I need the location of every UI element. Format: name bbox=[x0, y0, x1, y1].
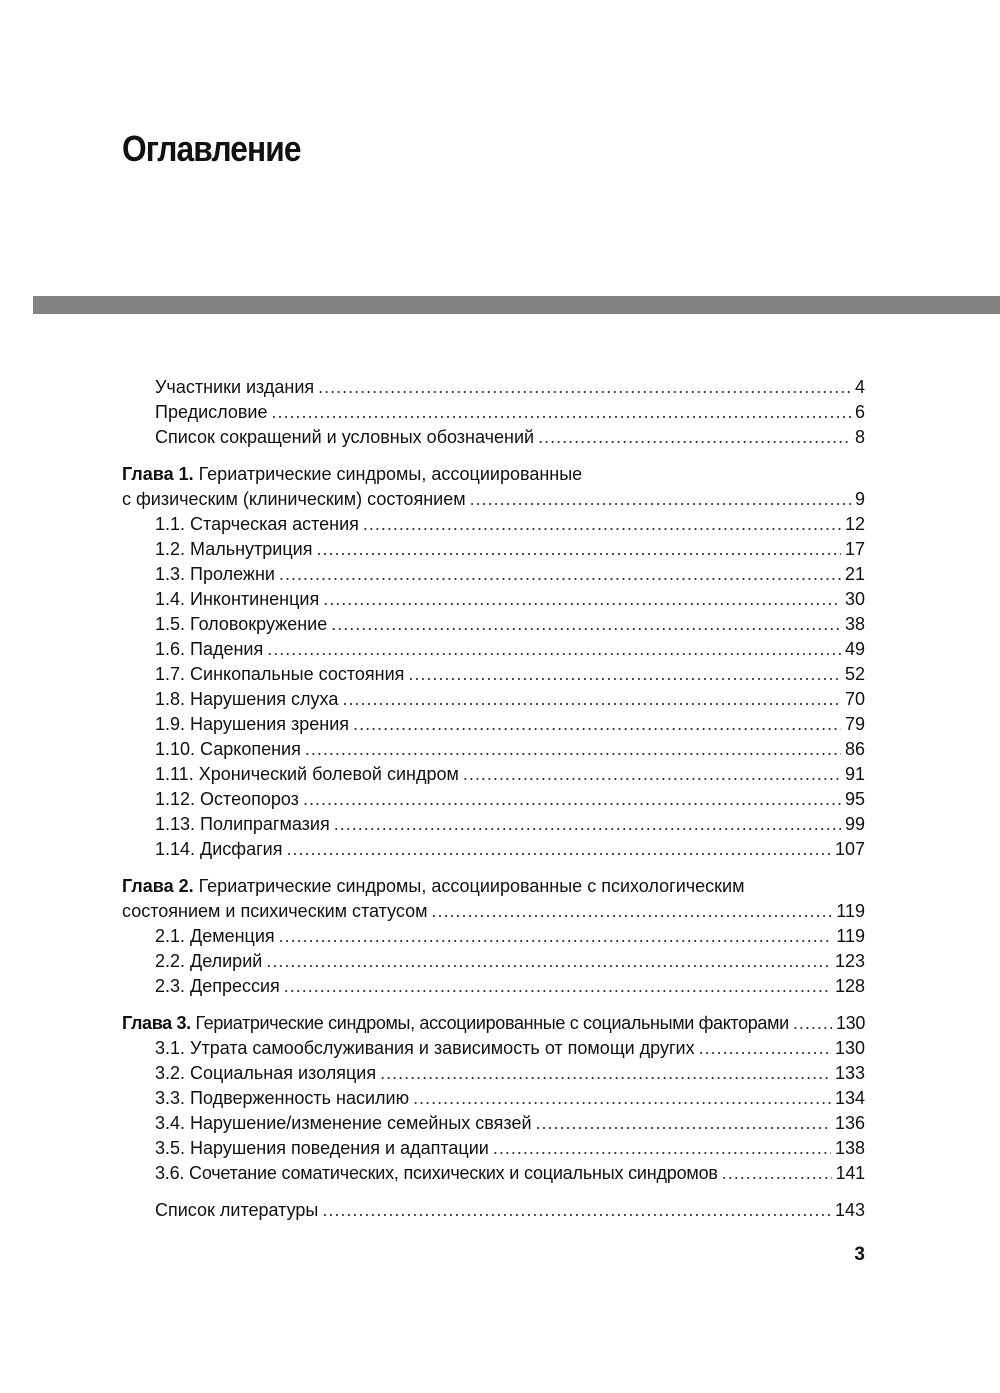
leader-dots bbox=[318, 375, 851, 400]
toc-section-title: 2.1. Деменция bbox=[155, 926, 275, 946]
chapter-title-line1: Гериатрические синдромы, ассоциированные bbox=[198, 464, 583, 484]
toc-section-title: 1.14. Дисфагия bbox=[155, 839, 283, 859]
chapter-1-entry[interactable] bbox=[122, 487, 865, 512]
toc-section-title: 1.9. Нарушения зрения bbox=[155, 714, 350, 734]
toc-entry-abbreviations[interactable] bbox=[122, 425, 865, 450]
toc-section-title: 1.13. Полипрагмазия bbox=[155, 814, 330, 834]
toc-section[interactable] bbox=[122, 612, 865, 637]
toc-section[interactable] bbox=[122, 812, 865, 837]
table-of-contents bbox=[122, 375, 865, 1223]
toc-section-title: 3.4. Нарушение/изменение семейных связей bbox=[155, 1113, 532, 1133]
leader-dots bbox=[353, 712, 841, 737]
toc-section-page: 99 bbox=[844, 814, 865, 834]
leader-dots bbox=[334, 812, 841, 837]
leader-dots bbox=[303, 787, 841, 812]
toc-section[interactable] bbox=[122, 712, 865, 737]
leader-dots bbox=[316, 537, 840, 562]
toc-section-page: 128 bbox=[834, 976, 865, 996]
toc-section-title: 2.3. Депрессия bbox=[155, 976, 280, 996]
leader-dots bbox=[463, 762, 841, 787]
leader-dots bbox=[331, 612, 841, 637]
chapter-title-line1: Гериатрические синдромы, ассоциированные с социальными факторами bbox=[195, 1013, 789, 1033]
toc-section-title: 1.11. Хронический болевой синдром bbox=[155, 764, 459, 784]
toc-section-title: 3.3. Подверженность насилию bbox=[155, 1088, 410, 1108]
toc-section[interactable] bbox=[122, 687, 865, 712]
leader-dots bbox=[284, 974, 831, 999]
leader-dots bbox=[279, 562, 841, 587]
toc-entry-title: Предисловие bbox=[155, 402, 268, 422]
toc-section-page: 17 bbox=[844, 539, 865, 559]
leader-dots bbox=[722, 1161, 832, 1186]
toc-section[interactable] bbox=[122, 1136, 865, 1161]
toc-section-title: 1.6. Падения bbox=[155, 639, 264, 659]
leader-dots bbox=[363, 512, 841, 537]
leader-dots bbox=[470, 487, 851, 512]
toc-entry-preface[interactable] bbox=[122, 400, 865, 425]
toc-section-page: 70 bbox=[844, 689, 865, 709]
toc-section-title: 3.1. Утрата самообслуживания и зависимость от помощи других bbox=[155, 1038, 695, 1058]
toc-section[interactable] bbox=[122, 1061, 865, 1086]
chapter-title bbox=[122, 1011, 789, 1036]
leader-dots bbox=[322, 1198, 831, 1223]
toc-entry-contributors[interactable] bbox=[122, 375, 865, 400]
toc-section[interactable] bbox=[122, 1111, 865, 1136]
toc-section-title: 1.8. Нарушения слуха bbox=[155, 689, 339, 709]
toc-section[interactable] bbox=[122, 562, 865, 587]
toc-entry-page: 119 bbox=[836, 901, 865, 921]
leader-dots bbox=[536, 1111, 831, 1136]
toc-entry-title: Участники издания bbox=[155, 377, 315, 397]
toc-section-title: 1.5. Головокружение bbox=[155, 614, 328, 634]
chapter-label: Глава 1. bbox=[122, 464, 194, 484]
leader-dots bbox=[793, 1011, 832, 1036]
leader-dots bbox=[342, 687, 841, 712]
chapter-label: Глава 2. bbox=[122, 876, 194, 896]
toc-section-page: 52 bbox=[844, 664, 865, 684]
toc-section-page: 133 bbox=[834, 1063, 865, 1083]
toc-section[interactable] bbox=[122, 512, 865, 537]
chapter-3-entry[interactable] bbox=[122, 1011, 865, 1036]
toc-section-title: 1.4. Инконтиненция bbox=[155, 589, 320, 609]
leader-dots bbox=[699, 1036, 831, 1061]
leader-dots bbox=[305, 737, 841, 762]
toc-section-title: 1.3. Пролежни bbox=[155, 564, 275, 584]
toc-entry-page: 130 bbox=[836, 1013, 865, 1033]
toc-section-page: 49 bbox=[844, 639, 865, 659]
toc-section[interactable] bbox=[122, 637, 865, 662]
toc-section[interactable] bbox=[122, 924, 865, 949]
chapter-title-line2: с физическим (клиническим) состоянием bbox=[122, 489, 466, 509]
chapter-label: Глава 3. bbox=[122, 1013, 191, 1033]
toc-section[interactable] bbox=[122, 974, 865, 999]
toc-section[interactable] bbox=[122, 787, 865, 812]
leader-dots bbox=[279, 924, 833, 949]
toc-section[interactable] bbox=[122, 1036, 865, 1061]
leader-dots bbox=[266, 949, 831, 974]
toc-entry-title: Список литературы bbox=[155, 1200, 319, 1220]
leader-dots bbox=[286, 837, 830, 862]
toc-section-title: 3.6. Сочетание соматических, психических и социальных синдромов bbox=[155, 1163, 718, 1183]
chapter-2-heading[interactable] bbox=[122, 874, 865, 899]
toc-section-page: 38 bbox=[844, 614, 865, 634]
toc-section-title: 3.5. Нарушения поведения и адаптации bbox=[155, 1138, 489, 1158]
toc-entry-page: 4 bbox=[854, 377, 865, 397]
leader-dots bbox=[271, 400, 851, 425]
toc-section[interactable] bbox=[122, 1086, 865, 1111]
toc-section-title: 1.1. Старческая астения bbox=[155, 514, 359, 534]
leader-dots bbox=[538, 425, 851, 450]
toc-entry-page: 9 bbox=[854, 489, 865, 509]
chapter-2-entry[interactable] bbox=[122, 899, 865, 924]
leader-dots bbox=[413, 1086, 831, 1111]
toc-section-page: 123 bbox=[834, 951, 865, 971]
toc-section-page: 95 bbox=[844, 789, 865, 809]
leader-dots bbox=[267, 637, 841, 662]
toc-entry-page: 143 bbox=[834, 1200, 865, 1220]
leader-dots bbox=[432, 899, 833, 924]
toc-section-page: 130 bbox=[834, 1038, 865, 1058]
toc-section[interactable] bbox=[122, 762, 865, 787]
toc-entry-references[interactable] bbox=[122, 1198, 865, 1223]
toc-section[interactable] bbox=[122, 837, 865, 862]
toc-section-title: 1.7. Синкопальные состояния bbox=[155, 664, 405, 684]
toc-section-page: 12 bbox=[844, 514, 865, 534]
page-title: Оглавление bbox=[122, 128, 301, 169]
toc-section-page: 91 bbox=[844, 764, 865, 784]
toc-section-title: 1.12. Остеопороз bbox=[155, 789, 299, 809]
toc-section-page: 79 bbox=[844, 714, 865, 734]
toc-entry-page: 6 bbox=[854, 402, 865, 422]
toc-section-page: 141 bbox=[835, 1163, 865, 1183]
leader-dots bbox=[380, 1061, 831, 1086]
toc-entry-page: 8 bbox=[854, 427, 865, 447]
toc-section-page: 86 bbox=[844, 739, 865, 759]
toc-section-page: 134 bbox=[834, 1088, 865, 1108]
toc-section-title: 1.2. Мальнутриция bbox=[155, 539, 313, 559]
chapter-1-heading[interactable] bbox=[122, 462, 865, 487]
chapter-title-line2: состоянием и психическим статусом bbox=[122, 901, 428, 921]
toc-section-title: 3.2. Социальная изоляция bbox=[155, 1063, 377, 1083]
leader-dots bbox=[408, 662, 841, 687]
toc-entry-title: Список сокращений и условных обозначений bbox=[155, 427, 535, 447]
toc-section[interactable] bbox=[122, 1161, 865, 1186]
toc-section[interactable] bbox=[122, 587, 865, 612]
toc-section-page: 21 bbox=[844, 564, 865, 584]
toc-section-page: 107 bbox=[834, 839, 865, 859]
leader-dots bbox=[493, 1136, 831, 1161]
leader-dots bbox=[323, 587, 841, 612]
toc-section[interactable] bbox=[122, 537, 865, 562]
toc-section-page: 119 bbox=[836, 926, 865, 946]
toc-section[interactable] bbox=[122, 737, 865, 762]
chapter-title-line1: Гериатрические синдромы, ассоциированные с психологическим bbox=[198, 876, 745, 896]
page-number: 3 bbox=[854, 1244, 865, 1265]
toc-section-page: 30 bbox=[844, 589, 865, 609]
toc-section-page: 138 bbox=[834, 1138, 865, 1158]
toc-section-title: 1.10. Саркопения bbox=[155, 739, 301, 759]
divider-bar bbox=[33, 296, 1000, 314]
toc-section[interactable] bbox=[122, 662, 865, 687]
toc-section-page: 136 bbox=[834, 1113, 865, 1133]
toc-section-title: 2.2. Делирий bbox=[155, 951, 263, 971]
toc-section[interactable] bbox=[122, 949, 865, 974]
